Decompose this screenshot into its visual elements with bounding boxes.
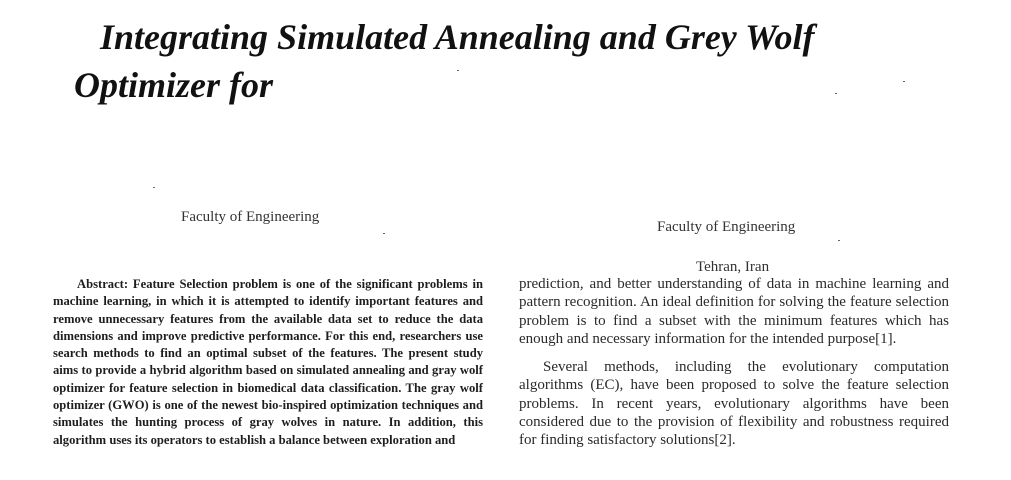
scan-speck xyxy=(457,70,459,71)
scan-speck xyxy=(383,233,385,234)
scan-speck xyxy=(835,93,837,94)
affiliation-right: Faculty of Engineering xyxy=(657,219,796,235)
scan-speck xyxy=(838,240,840,241)
body-paragraph-2: Several methods, including the evolutionary computation algorithms (EC), have been proposed to solve the feature selection problems. In recent years, evolutionary algorithms have been considered due to the provision of flexibility and robustness required for finding satisfactory solutions[2]. xyxy=(519,359,949,449)
paper-title-line-1: Integrating Simulated Annealing and Grey Wolf xyxy=(100,17,815,57)
paper-title-line-2: Optimizer for xyxy=(74,65,274,105)
abstract-paragraph: Abstract: Feature Selection problem is one of the significant problems in machine learning, in which it is attempted to identify important features and remove unnecessary features from the available data set to reduce the data dimensions and improve predictive performance. For this end, researchers use search methods to find an optimal subset of the features. The present study aims to provide a hybrid algorithm based on simulated annealing and gray wolf optimizer for feature selection in biomedical data classification. The gray wolf optimizer (GWO) is one of the newest bio-inspired optimization techniques and simulates the hunting process of gray wolves in nature. In addition, this algorithm uses its operators to establish a balance between exploration and xyxy=(53,277,483,447)
body-paragraph-1: prediction, and better understanding of data in machine learning and pattern recognition. An ideal definition for solving the feature selection problem is to find a subset with the minimum features which has enough and necessary information for the intended purpose[1]. xyxy=(519,276,949,347)
affiliation-location: Tehran, Iran xyxy=(696,259,770,275)
scan-speck xyxy=(903,81,905,82)
body-text-column xyxy=(519,275,949,450)
affiliation-left: Faculty of Engineering xyxy=(181,209,320,225)
scan-speck xyxy=(153,187,155,188)
